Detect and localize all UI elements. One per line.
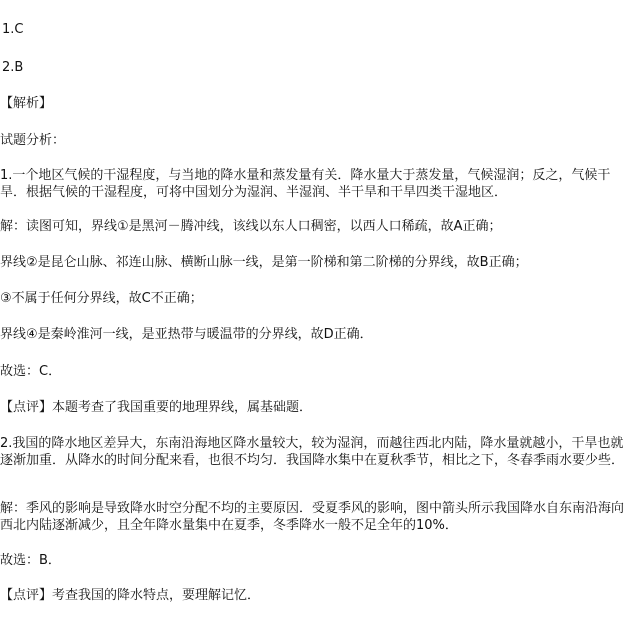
q1-comment: 【点评】本题考查了我国重要的地理界线，属基础题． <box>0 400 313 415</box>
answer-1: 1.C <box>2 22 24 37</box>
answer-2: 2.B <box>2 60 24 75</box>
q2-comment: 【点评】考查我国的降水特点，要理解记忆． <box>0 588 261 603</box>
analysis-header: 【解析】 <box>0 96 53 111</box>
q1-line-4: 界线④是秦岭淮河一线，是亚热带与暖温带的分界线，故D正确． <box>0 327 373 342</box>
q1-line-3: ③不属于任何分界线，故C不正确； <box>0 291 203 306</box>
q1-choice: 故选：C． <box>0 364 62 379</box>
q2-intro: 2.我国的降水地区差异大，东南沿海地区降水量较大，较为湿润，而越往西北内陆，降水量就越小，干旱也就逐渐加重．从降水的时间分配来看，也很不均匀．我国降水集中在夏秋季节，相比之下，冬春季雨水要少些． <box>0 436 625 468</box>
analysis-subheader: 试题分析： <box>0 133 66 148</box>
q1-line-2: 界线②是昆仑山脉、祁连山脉、横断山脉一线，是第一阶梯和第二阶梯的分界线，故B正确； <box>0 255 528 270</box>
q2-choice: 故选：B． <box>0 553 61 568</box>
q1-line-1: 解：读图可知，界线①是黑河－腾冲线，该线以东人口稠密，以西人口稀疏，故A正确； <box>0 219 502 234</box>
q2-solution: 解：季风的影响是导致降水时空分配不均的主要原因．受夏季风的影响，图中箭头所示我国降水自东南沿海向西北内陆逐渐减少，且全年降水量集中在夏季，冬季降水一般不足全年的10%． <box>0 501 625 533</box>
q1-intro: 1.一个地区气候的干湿程度，与当地的降水量和蒸发量有关．降水量大于蒸发量，气候湿润；反之，气候干旱．根据气候的干湿程度，可将中国划分为湿润、半湿润、半干旱和干旱四类干湿地区． <box>0 168 611 200</box>
